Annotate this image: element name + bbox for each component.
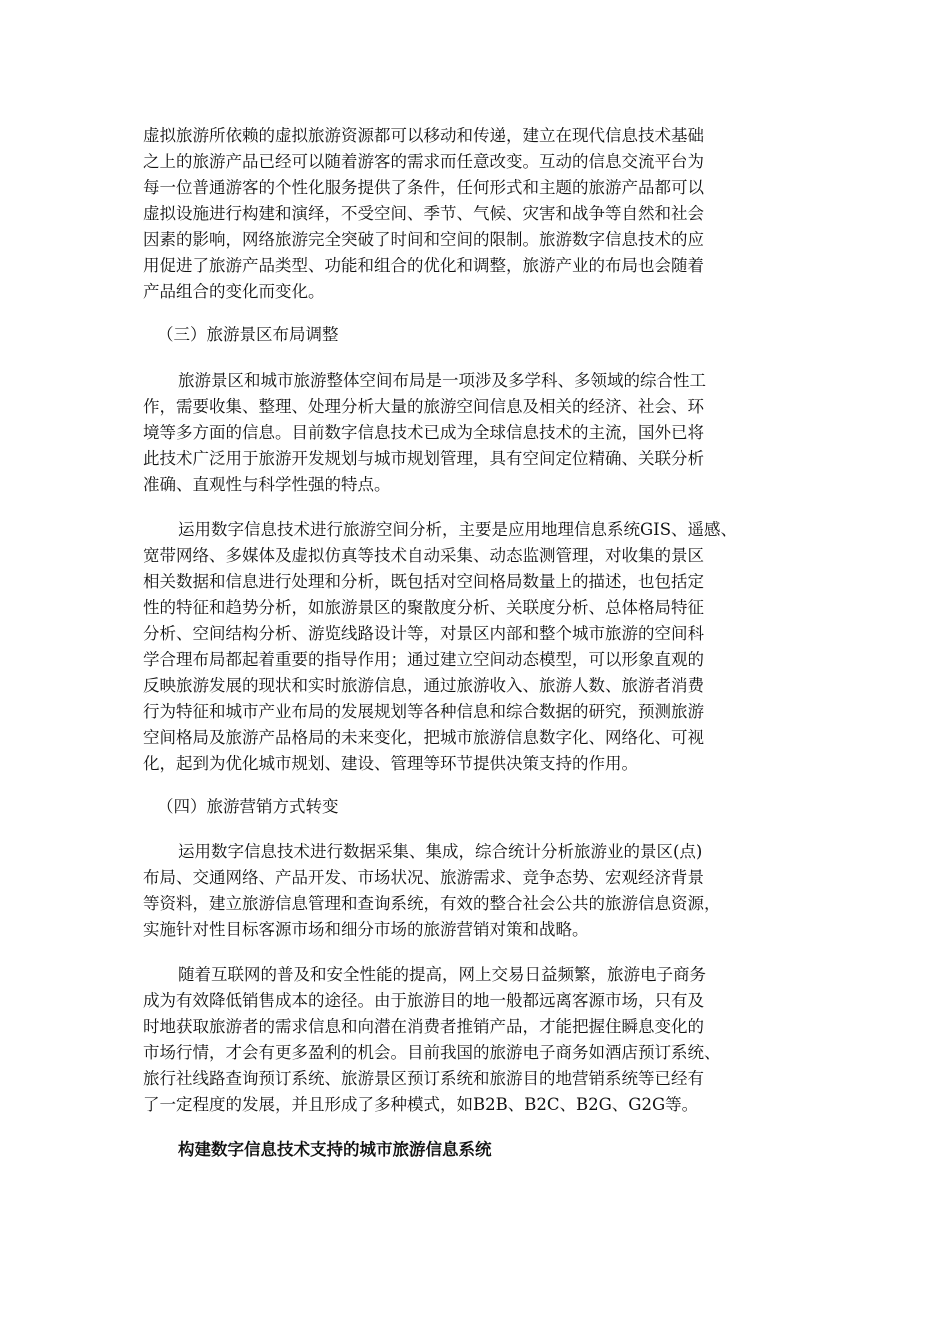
text-line: 化，起到为优化城市规划、建设、管理等环节提供决策支持的作用。 bbox=[143, 754, 638, 773]
text-line: 旅游景区和城市旅游整体空间布局是一项涉及多学科、多领域的综合性工 bbox=[178, 371, 706, 390]
text-line: 每一位普通游客的个性化服务提供了条件，任何形式和主题的旅游产品都可以 bbox=[143, 178, 704, 197]
text-line: 空间格局及旅游产品格局的未来变化，把城市旅游信息数字化、网络化、可视 bbox=[143, 728, 704, 747]
text-line: 旅行社线路查询预订系统、旅游景区预订系统和旅游目的地营销系统等已经有 bbox=[143, 1069, 704, 1088]
text-line: 了一定程度的发展，并且形成了多种模式，如B2B、B2C、B2G、G2G等。 bbox=[143, 1095, 699, 1114]
text-line: 运用数字信息技术进行数据采集、集成，综合统计分析旅游业的景区(点) bbox=[178, 842, 703, 861]
text-line: 虚拟旅游所依赖的虚拟旅游资源都可以移动和传递，建立在现代信息技术基础 bbox=[143, 126, 704, 145]
text-line: 相关数据和信息进行处理和分析，既包括对空间格局数量上的描述，也包括定 bbox=[143, 572, 704, 591]
text-line: 时地获取旅游者的需求信息和向潜在消费者推销产品，才能把握住瞬息变化的 bbox=[143, 1017, 704, 1036]
text-line: 之上的旅游产品已经可以随着游客的需求而任意改变。互动的信息交流平台为 bbox=[143, 152, 704, 171]
text-line: 性的特征和趋势分析，如旅游景区的聚散度分析、关联度分析、总体格局特征 bbox=[143, 598, 704, 617]
text-line: 因素的影响，网络旅游完全突破了时间和空间的限制。旅游数字信息技术的应 bbox=[143, 230, 704, 249]
subsection-heading-3: （三）旅游景区布局调整 bbox=[157, 325, 339, 344]
text-line: 虚拟设施进行构建和演绎，不受空间、季节、气候、灾害和战争等自然和社会 bbox=[143, 204, 704, 223]
text-line: 随着互联网的普及和安全性能的提高，网上交易日益频繁，旅游电子商务 bbox=[178, 965, 706, 984]
text-line: 等资料，建立旅游信息管理和查询系统，有效的整合社会公共的旅游信息资源， bbox=[143, 894, 721, 913]
text-line: 境等多方面的信息。目前数字信息技术已成为全球信息技术的主流，国外已将 bbox=[143, 423, 704, 442]
text-line: 行为特征和城市产业布局的发展规划等各种信息和综合数据的研究，预测旅游 bbox=[143, 702, 704, 721]
text-line: 学合理布局都起着重要的指导作用；通过建立空间动态模型，可以形象直观的 bbox=[143, 650, 704, 669]
section-heading: 构建数字信息技术支持的城市旅游信息系统 bbox=[178, 1140, 492, 1159]
text-line: 准确、直观性与科学性强的特点。 bbox=[143, 475, 391, 494]
text-line: 此技术广泛用于旅游开发规划与城市规划管理，具有空间定位精确、关联分析 bbox=[143, 449, 704, 468]
text-line: 分析、空间结构分析、游览线路设计等，对景区内部和整个城市旅游的空间科 bbox=[143, 624, 704, 643]
text-line: 市场行情，才会有更多盈利的机会。目前我国的旅游电子商务如酒店预订系统、 bbox=[143, 1043, 721, 1062]
text-line: 成为有效降低销售成本的途径。由于旅游目的地一般都远离客源市场，只有及 bbox=[143, 991, 704, 1010]
text-line: 作，需要收集、整理、处理分析大量的旅游空间信息及相关的经济、社会、环 bbox=[143, 397, 704, 416]
text-line: 布局、交通网络、产品开发、市场状况、旅游需求、竞争态势、宏观经济背景 bbox=[143, 868, 704, 887]
text-line: 宽带网络、多媒体及虚拟仿真等技术自动采集、动态监测管理，对收集的景区 bbox=[143, 546, 704, 565]
subsection-heading-4: （四）旅游营销方式转变 bbox=[157, 797, 339, 816]
text-line: 用促进了旅游产品类型、功能和组合的优化和调整，旅游产业的布局也会随着 bbox=[143, 256, 704, 275]
text-line: 运用数字信息技术进行旅游空间分析，主要是应用地理信息系统GIS、遥感、 bbox=[178, 520, 738, 539]
text-line: 实施针对性目标客源市场和细分市场的旅游营销对策和战略。 bbox=[143, 920, 589, 939]
text-line: 反映旅游发展的现状和实时旅游信息，通过旅游收入、旅游人数、旅游者消费 bbox=[143, 676, 704, 695]
text-line: 产品组合的变化而变化。 bbox=[143, 282, 325, 301]
